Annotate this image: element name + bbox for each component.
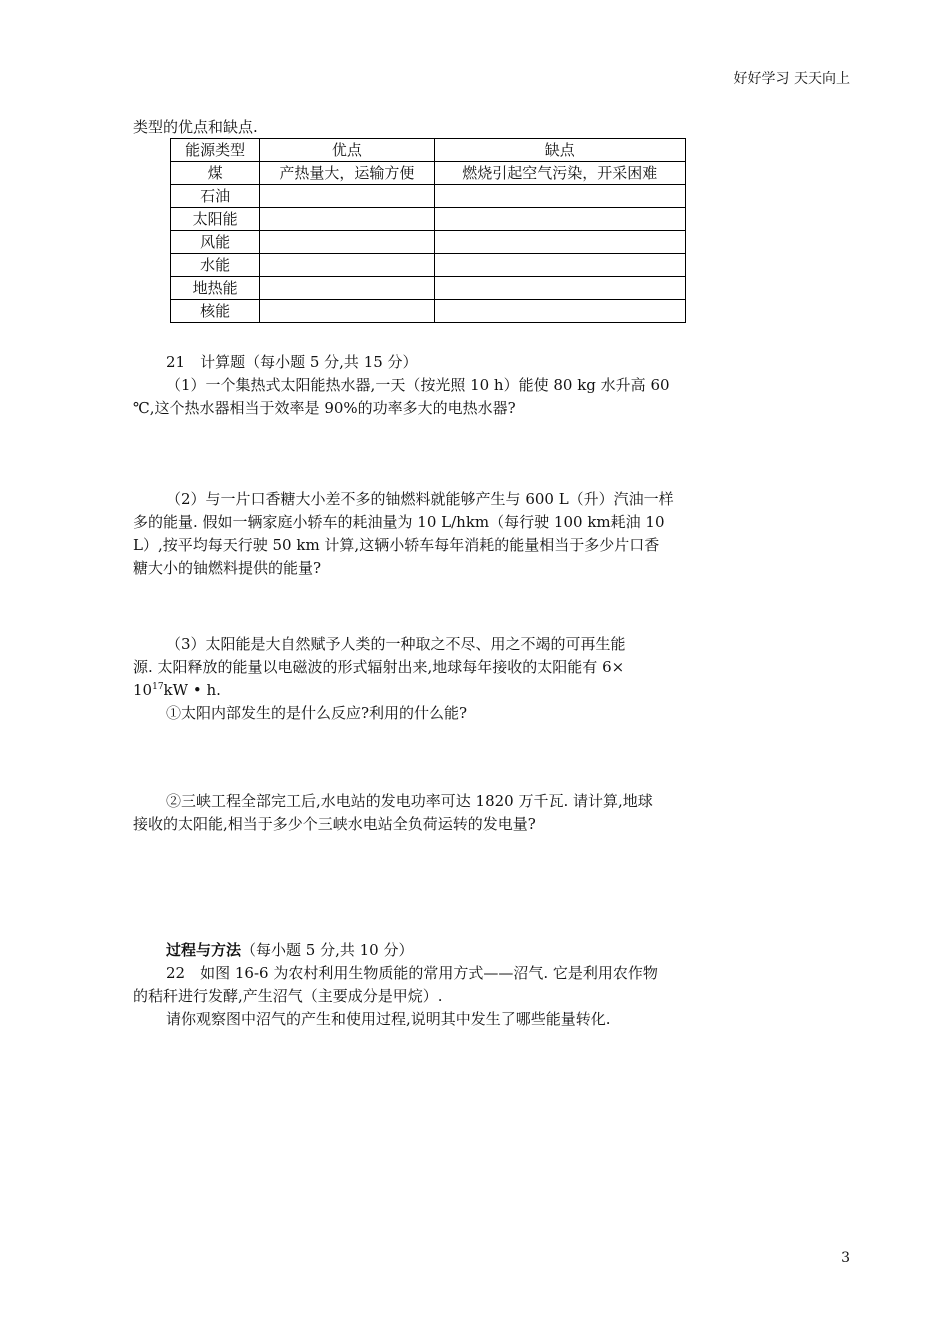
table-row (171, 254, 686, 277)
q21-p2-line2: 多的能量. 假如一辆家庭小轿车的耗油量为 10 L/hkm（每行驶 100 km耗油 10 (133, 513, 665, 531)
table-row (171, 300, 686, 323)
disadvantage-cell[interactable] (434, 300, 686, 323)
section2-title-bold: 过程与方法 (166, 941, 242, 959)
advantage-cell: 产热量大，运输方便 (260, 162, 434, 185)
disadvantage-cell[interactable] (434, 185, 686, 208)
advantage-cell[interactable] (260, 185, 434, 208)
page-header: 好好学习 天天向上 (733, 71, 850, 87)
header-disadvantages: 缺点 (434, 139, 686, 162)
q22-line2: 的秸秆进行发酵,产生沼气（主要成分是甲烷）. (133, 987, 443, 1005)
q21-p3-sub1: ①太阳内部发生的是什么反应?利用的什么能? (166, 704, 468, 722)
power-exponent: 17 (152, 682, 164, 692)
table-row (171, 277, 686, 300)
header-advantages: 优点 (260, 139, 434, 162)
energy-type-cell: 煤 (171, 162, 260, 185)
q21-p3-sub2-line2: 接收的太阳能,相当于多少个三峡水电站全负荷运转的发电量? (133, 815, 536, 833)
energy-type-cell: 核能 (171, 300, 260, 323)
section2-title (166, 939, 758, 962)
energy-type-cell: 风能 (171, 231, 260, 254)
energy-type-cell: 地热能 (171, 277, 260, 300)
q21-title: 21 计算题（每小题 5 分,共 15 分） (166, 353, 418, 371)
table-header-row (171, 139, 686, 162)
q21-p1-line1: （1）一个集热式太阳能热水器,一天（按光照 10 h）能使 80 kg 水升高 60 (166, 376, 670, 394)
advantage-cell[interactable] (260, 231, 434, 254)
disadvantage-cell[interactable] (434, 208, 686, 231)
q21-p3-sub2-line1: ②三峡工程全部完工后,水电站的发电功率可达 1820 万千瓦. 请计算,地球 (166, 792, 653, 810)
q21-p2-line1: （2）与一片口香糖大小差不多的铀燃料就能够产生与 600 L（升）汽油一样 (166, 490, 674, 508)
disadvantage-cell[interactable] (434, 254, 686, 277)
q22-line3: 请你观察图中沼气的产生和使用过程,说明其中发生了哪些能量转化. (166, 1010, 611, 1028)
energy-table (170, 138, 686, 323)
energy-type-cell: 石油 (171, 185, 260, 208)
energy-type-cell: 太阳能 (171, 208, 260, 231)
advantage-cell[interactable] (260, 254, 434, 277)
q21-p2-line4: 糖大小的铀燃料提供的能量? (133, 559, 322, 577)
section2-title-rest: （每小题 5 分,共 10 分） (241, 941, 414, 959)
q22-line1: 22 如图 16-6 为农村利用生物质能的常用方式——沼气. 它是利用农作物 (166, 964, 658, 982)
advantage-cell[interactable] (260, 208, 434, 231)
table-row (171, 185, 686, 208)
disadvantage-cell[interactable] (434, 231, 686, 254)
table-row (171, 231, 686, 254)
energy-type-cell: 水能 (171, 254, 260, 277)
energy-unit: kW • h. (163, 681, 221, 699)
q21-p3-line3 (133, 679, 725, 702)
advantage-cell[interactable] (260, 300, 434, 323)
q21-p3-line2: 源. 太阳释放的能量以电磁波的形式辐射出来,地球每年接收的太阳能有 6× (133, 658, 625, 676)
advantage-cell[interactable] (260, 277, 434, 300)
q21-p3-line1: （3）太阳能是大自然赋予人类的一种取之不尽、用之不竭的可再生能 (166, 635, 626, 653)
intro-text: 类型的优点和缺点. (133, 118, 258, 136)
table-row (171, 208, 686, 231)
table-row (171, 162, 686, 185)
disadvantage-cell: 燃烧引起空气污染，开采困难 (434, 162, 686, 185)
page-number: 3 (841, 1250, 850, 1266)
q21-p1-line2: ℃,这个热水器相当于效率是 90%的功率多大的电热水器? (133, 399, 516, 417)
power-base: 10 (133, 681, 153, 699)
disadvantage-cell[interactable] (434, 277, 686, 300)
q21-p2-line3: L）,按平均每天行驶 50 km 计算,这辆小轿车每年消耗的能量相当于多少片口香 (133, 536, 660, 554)
header-energy-type: 能源类型 (171, 139, 260, 162)
